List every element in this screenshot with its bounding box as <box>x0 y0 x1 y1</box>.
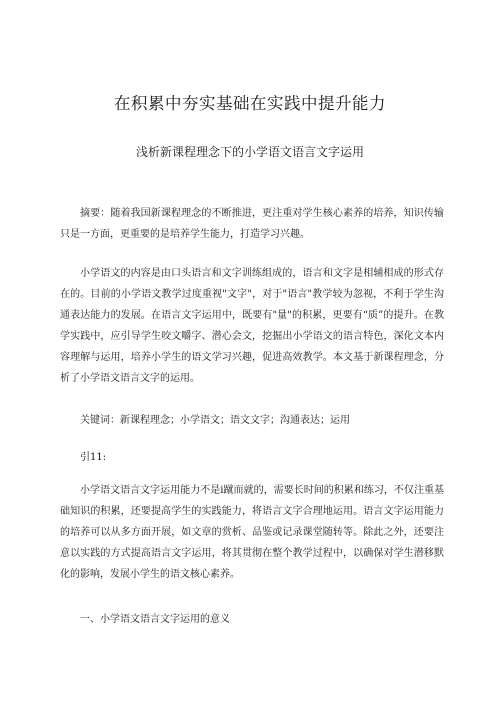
intro-paragraph: 小学语文的内容是由口头语言和文字训练组成的，语言和文字是相辅相成的形式存在的。目前的小学语文教学过度重视"文字"，对于"语言"教学较为忽视，不利于学生沟通表达能力的发展。在语言文字运用中，既要有"量"的积累，更要有“质”的提升。在教学实践中，应引导学生咬文嚼字、潜心会文，挖掘出小学语文的语言特色，深化文本内容理解与运用，培养小学生的语文学习兴趣，促进高效教学。本文基于新课程理念，分析了小学语文语言文字的运用。 <box>60 268 444 384</box>
abstract-paragraph: 摘要：随着我国新课程理念的不断推进，更注重对学生核心素养的培养，知识传输只是一方面，更重要的是培养学生能力，打造学习兴趣。 <box>60 208 444 240</box>
body-paragraph: 小学语文语言文字运用能力不是i蹴而就的，需要长时间的积累和练习，不仅注重基础知识的积累，还要提高学生的实践能力，将语言文字合理地运用。语言文字运用能力的培养可以从多方面开展，如文章的赏析、品鉴或记录课堂随转等。除此之外，还要注意以实践的方式提高语言文字运用，将其贯彻在整个教学过程中，以确保对学生潜移默化的影响，发展小学生的语文核心素养。 <box>60 485 444 580</box>
reference-marker: 引11: <box>80 452 107 463</box>
document-title: 在积累中夯实基础在实践中提升能力 <box>114 94 386 113</box>
document-subtitle: 浅析新课程理念下的小学语文语言文字运用 <box>135 145 364 159</box>
section-heading: 一、小学语文语言文字运用的意义 <box>80 614 230 625</box>
keywords-paragraph: 关键词：新课程理念；小学语文；语文文字；沟通表达；运用 <box>80 415 350 426</box>
